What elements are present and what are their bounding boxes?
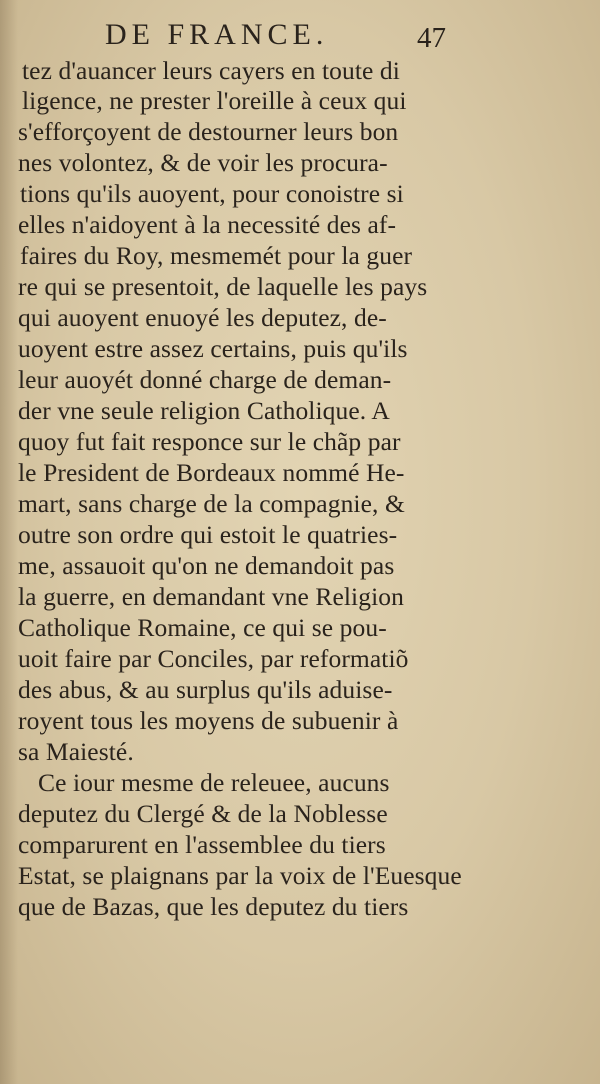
text-line: qui auoyent enuoyé les deputez, de- (18, 303, 387, 332)
text-line: outre son ordre qui estoit le quatries- (18, 520, 398, 549)
text-line: ligence, ne prester l'oreille à ceux qui (22, 86, 407, 115)
text-line: la guerre, en demandant vne Religion (18, 582, 404, 611)
text-line: Ce iour mesme de releuee, aucuns (38, 768, 390, 797)
text-line: Catholique Romaine, ce qui se pou- (18, 613, 387, 642)
page-number: 47 (417, 22, 446, 54)
text-line: le President de Bordeaux nommé He- (18, 458, 405, 487)
text-line: comparurent en l'assemblee du tiers (18, 830, 386, 859)
text-line: uoyent estre assez certains, puis qu'ils (18, 334, 408, 363)
text-line: leur auoyét donné charge de deman- (18, 365, 392, 394)
text-line: re qui se presentoit, de laquelle les pays (18, 272, 428, 301)
text-line: tez d'auancer leurs cayers en toute di (22, 56, 400, 85)
text-line: uoit faire par Conciles, par reformatiõ (18, 644, 409, 673)
text-line: sa Maiesté. (18, 737, 134, 766)
page-gutter-shadow (0, 0, 18, 1084)
text-line: Estat, se plaignans par la voix de l'Euesque (18, 861, 462, 890)
text-line: deputez du Clergé & de la Noblesse (18, 799, 388, 828)
text-line: que de Bazas, que les deputez du tiers (18, 892, 409, 921)
text-line: mart, sans charge de la compagnie, & (18, 489, 405, 518)
text-line: tions qu'ils auoyent, pour conoistre si (20, 179, 404, 208)
text-line: elles n'aidoyent à la necessité des af- (18, 210, 397, 239)
text-line: s'efforçoyent de destourner leurs bon (18, 117, 399, 146)
text-line: des abus, & au surplus qu'ils aduise- (18, 675, 393, 704)
text-line: royent tous les moyens de subuenir à (18, 706, 399, 735)
text-line: der vne seule religion Catholique. A (18, 396, 390, 425)
running-head: DE FRANCE. (105, 18, 329, 51)
text-line: nes volontez, & de voir les procura- (18, 148, 388, 177)
text-line: me, assauoit qu'on ne demandoit pas (18, 551, 395, 580)
text-line: faires du Roy, mesmemét pour la guer (20, 241, 413, 270)
page-header (105, 14, 455, 54)
text-line: quoy fut fait responce sur le chãp par (18, 427, 401, 456)
